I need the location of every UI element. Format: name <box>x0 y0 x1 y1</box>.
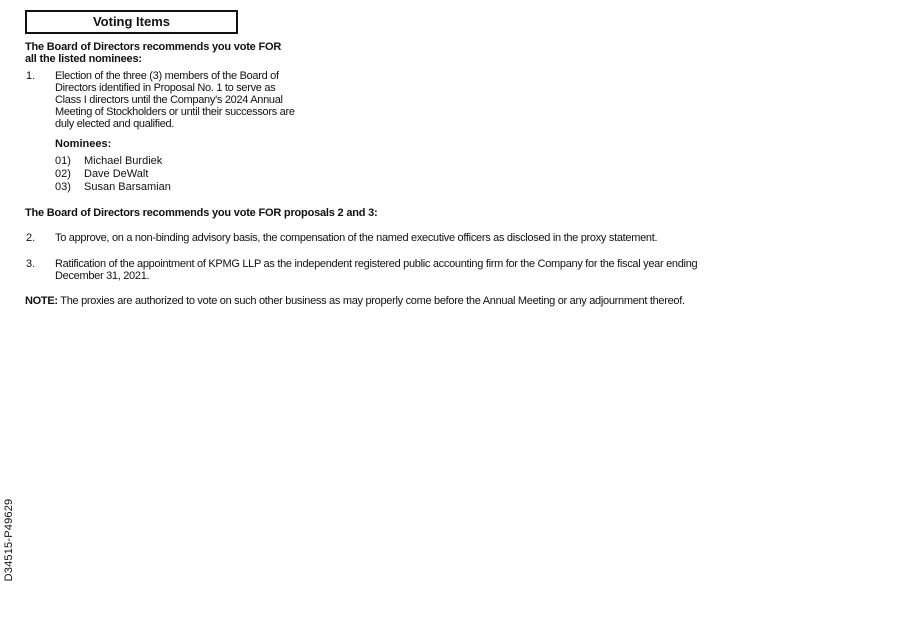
nominee-name: Dave DeWalt <box>84 168 149 180</box>
nominee-item <box>55 168 148 181</box>
proposal-1-text: Election of the three (3) members of the Board of Directors identified in Proposal No. 1 to serve as Class I directors until the Company's 2024 Annual Meeting of Stockholders or until their successors are duly elected and qualified. <box>55 70 295 130</box>
note-label: NOTE: <box>25 295 58 307</box>
proposal-3-number: 3. <box>26 258 36 270</box>
board-recommendation-nominees: The Board of Directors recommends you vote FOR all the listed nominees: <box>25 41 282 65</box>
nominee-item <box>55 181 171 194</box>
proposal-2-number: 2. <box>26 232 36 244</box>
document-code: D34515-P49629 <box>3 498 15 582</box>
proposal-1-number: 1. <box>26 70 36 82</box>
note-text: The proxies are authorized to vote on such other business as may properly come before the Annual Meeting or any adjournment thereof. <box>57 295 685 307</box>
nominee-item <box>55 155 162 168</box>
nominee-name: Michael Burdiek <box>84 155 163 167</box>
note <box>25 295 685 307</box>
nominee-name: Susan Barsamian <box>84 181 171 193</box>
voting-items-title: Voting Items <box>25 10 238 34</box>
board-recommendation-proposals: The Board of Directors recommends you vote FOR proposals 2 and 3: <box>25 207 378 219</box>
nominee-number: 02) <box>55 168 71 180</box>
nominee-number: 03) <box>55 181 71 193</box>
proposal-3-text: Ratification of the appointment of KPMG LLP as the independent registered public accounting firm for the Company for the fiscal year ending December 31, 2021. <box>55 258 698 282</box>
nominee-number: 01) <box>55 155 71 167</box>
nominees-heading: Nominees: <box>55 138 112 150</box>
proposal-2-text: To approve, on a non-binding advisory basis, the compensation of the named executive officers as disclosed in the proxy statement. <box>55 232 658 244</box>
